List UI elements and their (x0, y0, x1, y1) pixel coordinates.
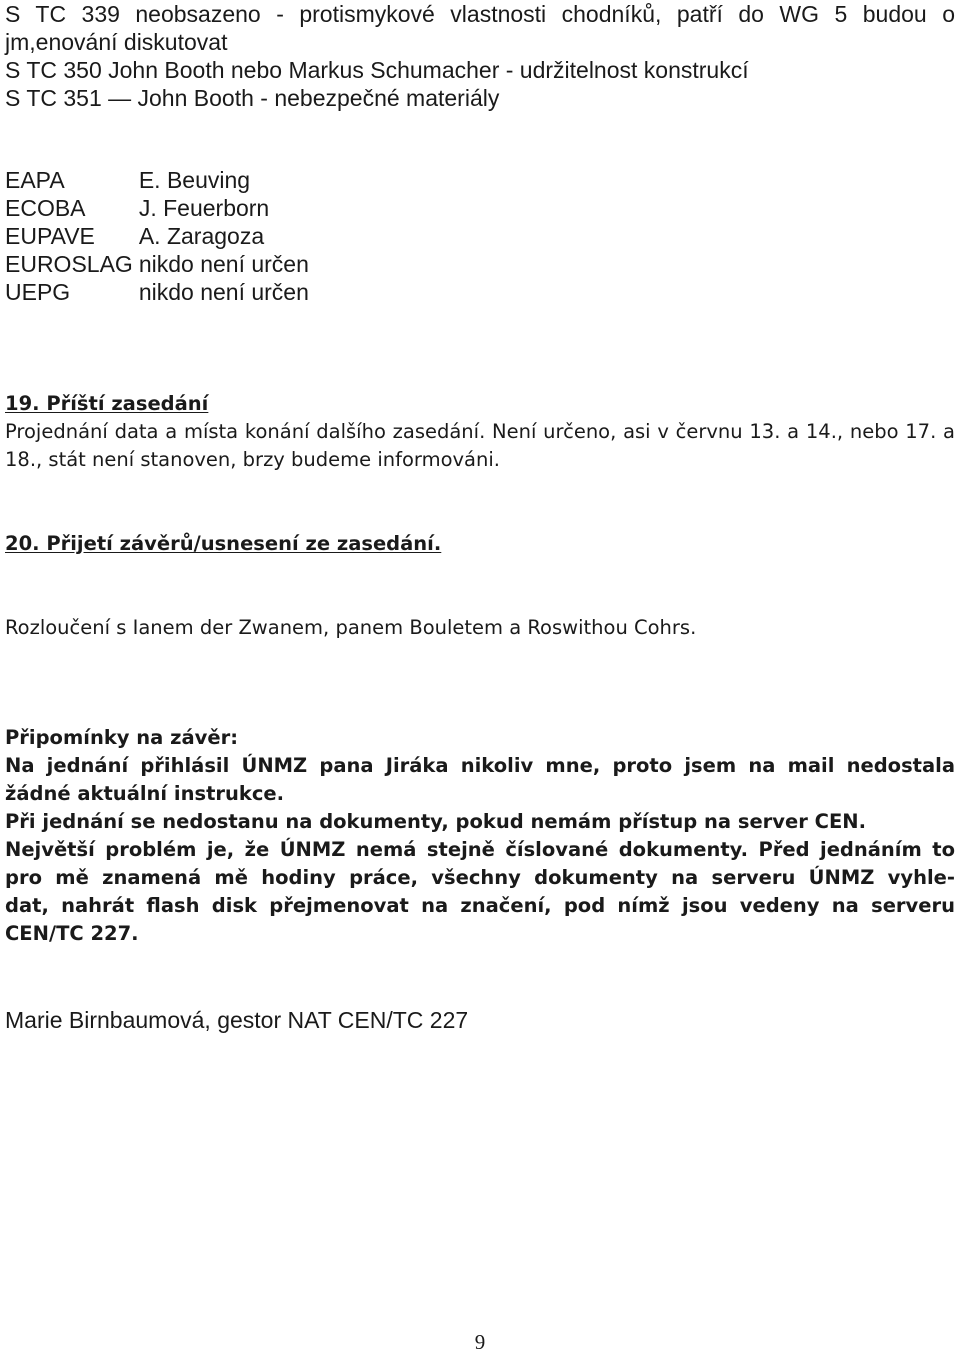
organization-row (5, 278, 309, 306)
comments-paragraph-1: Na jednání přihlásil ÚNMZ pana Jiráka nikoliv mne, proto jsem na mail nedostala žádné aktuální instrukce. (5, 754, 955, 805)
stc-item-339: S TC 339 neobsazeno - protismykové vlastnosti chodníků, patří do WG 5 budou o (5, 1, 955, 27)
organization-row (5, 222, 309, 250)
section-19-heading: 19. Příští zasedání (5, 392, 209, 415)
farewell-paragraph (5, 614, 955, 642)
stc-list (5, 0, 955, 112)
comments-paragraph-3-line-3: dat, nahrát flash disk přejmenovat na značení, pod nímž jsou vedeny na serveru (5, 894, 955, 917)
stc-item-350: S TC 350 John Booth nebo Markus Schumacher - udržitelnost konstrukcí (5, 57, 749, 83)
organization-row (5, 194, 309, 222)
organization-name: EUPAVE (5, 223, 95, 249)
organization-name: ECOBA (5, 195, 86, 221)
section-19-body: Projednání data a místa konání dalšího zasedání. Není určeno, asi v červnu 13. a 14., nebo 17. a 18., stát není stanoven, brzy budeme informováni. (5, 420, 955, 471)
signature-text: Marie Birnbaumová, gestor NAT CEN/TC 227 (5, 1007, 469, 1033)
organizations-table (5, 166, 309, 306)
organization-person: nikdo není určen (138, 251, 309, 277)
organizations-list (5, 166, 955, 306)
organization-person: E. Beuving (138, 167, 251, 193)
organization-person: nikdo není určen (138, 279, 309, 305)
page-number: 9 (474, 1330, 486, 1354)
organization-person: A. Zaragoza (138, 223, 265, 249)
farewell-text: Rozloučení s Ianem der Zwanem, panem Bouletem a Roswithou Cohrs. (5, 616, 697, 639)
organization-name: UEPG (5, 279, 71, 305)
comments-paragraph-3-line-2: pro mě znamená mě hodiny práce, všechny dokumenty na serveru ÚNMZ vyhle- (5, 866, 955, 889)
organization-row (5, 250, 309, 278)
organization-name: EUROSLAG (5, 251, 133, 277)
stc-item-351: S TC 351 — John Booth - nebezpečné materiály (5, 85, 500, 111)
section-20 (5, 530, 955, 558)
organization-name: EAPA (5, 167, 65, 193)
comments-paragraph-3-line-1: Největší problém je, že ÚNMZ nemá stejně číslované dokumenty. Před jednáním to (5, 838, 955, 861)
signature (5, 1006, 955, 1034)
section-19 (5, 390, 955, 474)
stc-item-339-continuation: jm,enování diskutovat (5, 29, 228, 55)
organization-person: J. Feuerborn (138, 195, 270, 221)
comments-paragraph-3-line-4: CEN/TC 227. (5, 922, 139, 945)
comments-heading: Připomínky na závěr: (5, 726, 238, 749)
organization-row (5, 166, 309, 194)
section-20-heading: 20. Přijetí závěrů/usnesení ze zasedání. (5, 532, 442, 555)
closing-comments (5, 724, 955, 948)
comments-paragraph-2: Při jednání se nedostanu na dokumenty, pokud nemám přístup na server CEN. (5, 810, 866, 833)
